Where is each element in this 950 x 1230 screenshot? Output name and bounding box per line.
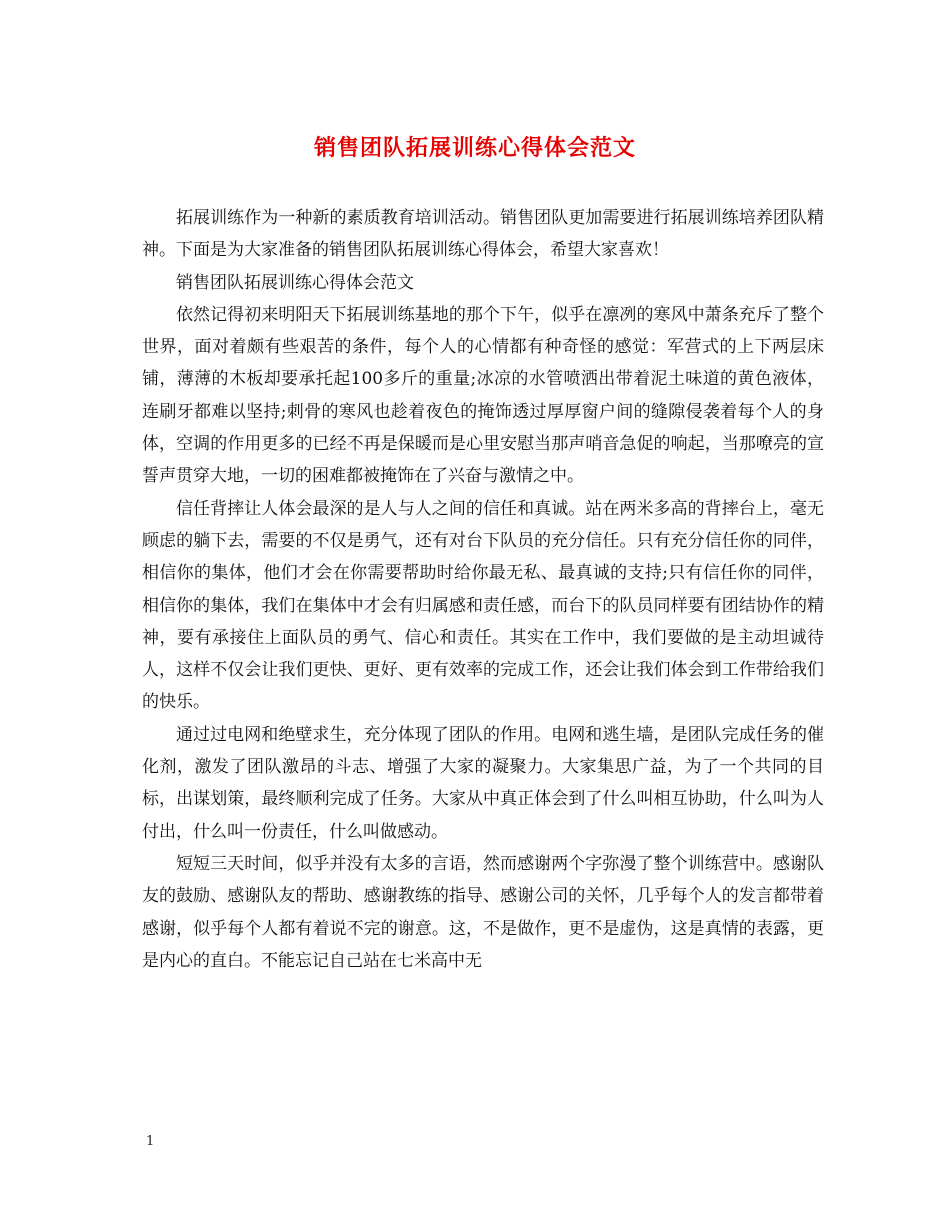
paragraph-trust-fall: 信任背摔让人体会最深的是人与人之间的信任和真诚。站在两米多高的背摔台上，毫无顾虑的躺下去，需要的不仅是勇气，还有对台下队员的充分信任。只有充分信任你的同伴，相信你的集体，他们才会在你需要帮助时给你最无私、最真诚的支持;只有信任你的同伴，相信你的集体，我们在集体中才会有归属感和责任感，而台下的队员同样要有团结协作的精神，要有承接住上面队员的勇气、信心和责任。其实在工作中，我们要做的是主动坦诚待人，这样不仅会让我们更快、更好、更有效率的完成工作，还会让我们体会到工作带给我们的快乐。 bbox=[142, 498, 824, 713]
paragraph-gratitude: 短短三天时间，似乎并没有太多的言语，然而感谢两个字弥漫了整个训练营中。感谢队友的鼓励、感谢队友的帮助、感谢教练的指导、感谢公司的关怀，几乎每个人的发言都带着感谢，似乎每个人都有着说不完的谢意。这，不是做作，更不是虚伪，这是真情的表露，更是内心的直白。不能忘记自己站在七米高中无 bbox=[142, 853, 824, 971]
paragraph-subtitle: 销售团队拓展训练心得体会范文 bbox=[176, 272, 414, 293]
page-number: 1 bbox=[146, 1134, 155, 1149]
paragraph-intro: 拓展训练作为一种新的素质教育培训活动。销售团队更加需要进行拓展训练培养团队精神。下面是为大家准备的销售团队拓展训练心得体会，希望大家喜欢！ bbox=[142, 208, 824, 261]
document-body bbox=[142, 202, 824, 977]
paragraph-teamwork: 通过过电网和绝壁求生，充分体现了团队的作用。电网和逃生墙，是团队完成任务的催化剂，激发了团队激昂的斗志、增强了大家的凝聚力。大家集思广益，为了一个共同的目标，出谋划策，最终顺利完成了任务。大家从中真正体会到了什么叫相互协助，什么叫为人付出，什么叫一份责任，什么叫做感动。 bbox=[142, 724, 824, 842]
paragraph-arrival: 依然记得初来明阳天下拓展训练基地的那个下午，似乎在凛冽的寒风中萧条充斥了整个世界，面对着颇有些艰苦的条件，每个人的心情都有种奇怪的感觉：军营式的上下两层床铺，薄薄的木板却要承托起100多斤的重量;冰凉的水管喷洒出带着泥土味道的黄色液体，连刷牙都难以坚持;刺骨的寒风也趁着夜色的掩饰透过厚厚窗户间的缝隙侵袭着每个人的身体，空调的作用更多的已经不再是保暖而是心里安慰当那声哨音急促的响起，当那嘹亮的宣誓声贯穿大地，一切的困难都被掩饰在了兴奋与激情之中。 bbox=[142, 304, 824, 487]
document-title: 销售团队拓展训练心得体会范文 bbox=[313, 135, 636, 161]
